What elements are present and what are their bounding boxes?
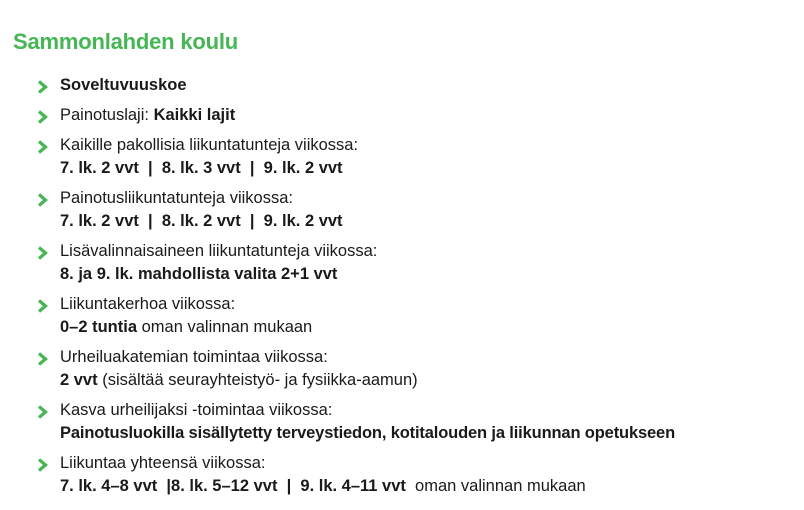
- chevron-right-icon: [37, 246, 49, 260]
- chevron-right-icon: [37, 458, 49, 472]
- list-item-liikuntakerho: [36, 293, 796, 339]
- chevron-right-icon: [37, 193, 49, 207]
- item-value: 7. lk. 4–8 vvt |8. lk. 5–12 vvt | 9. lk. 4–11 vvt: [60, 477, 406, 495]
- info-list: [36, 74, 796, 505]
- page-title: Sammonlahden koulu: [13, 29, 238, 54]
- item-label: Lisävalinnaisaineen liikuntatunteja viikossa:: [60, 242, 378, 260]
- item-value: 2 vvt: [60, 371, 98, 389]
- item-note: oman valinnan mukaan: [405, 477, 586, 495]
- chevron-right-icon: [37, 140, 49, 154]
- item-label: Painotuslaji:: [60, 106, 154, 124]
- item-label: Kasva urheilijaksi -toimintaa viikossa:: [60, 401, 333, 419]
- list-item-soveltuvuuskoe: [36, 74, 796, 97]
- list-item-lisavalinnainen: [36, 240, 796, 286]
- list-item-painotustunnit: [36, 187, 796, 233]
- chevron-right-icon: [37, 405, 49, 419]
- list-item-urheiluakatemia: [36, 346, 796, 392]
- list-item-pakolliset-tunnit: [36, 134, 796, 180]
- list-item-liikunta-yhteensa: [36, 452, 796, 498]
- chevron-right-icon: [37, 80, 49, 94]
- item-note: (sisältää seurayhteistyö- ja fysiikka-aamun): [97, 371, 418, 389]
- item-value: Soveltuvuuskoe: [60, 76, 187, 94]
- list-item-painotuslaji: [36, 104, 796, 127]
- item-value: 8. ja 9. lk. mahdollista valita 2+1 vvt: [60, 265, 338, 283]
- chevron-right-icon: [37, 299, 49, 313]
- item-label: Liikuntaa yhteensä viikossa:: [60, 454, 266, 472]
- item-label: Kaikille pakollisia liikuntatunteja viikossa:: [60, 136, 359, 154]
- chevron-right-icon: [37, 110, 49, 124]
- item-label: Liikuntakerhoa viikossa:: [60, 295, 236, 313]
- chevron-right-icon: [37, 352, 49, 366]
- item-label: Urheiluakatemian toimintaa viikossa:: [60, 348, 328, 366]
- item-value: 7. lk. 2 vvt | 8. lk. 2 vvt | 9. lk. 2 vvt: [60, 212, 343, 230]
- list-item-kasva-urheilijaksi: [36, 399, 796, 445]
- item-value: 0–2 tuntia: [60, 318, 138, 336]
- item-note: oman valinnan mukaan: [137, 318, 313, 336]
- item-value: 7. lk. 2 vvt | 8. lk. 3 vvt | 9. lk. 2 vvt: [60, 159, 343, 177]
- item-value: Kaikki lajit: [153, 106, 236, 124]
- item-value: Painotusluokilla sisällytetty terveystiedon, kotitalouden ja liikunnan opetukseen: [60, 424, 676, 442]
- item-label: Painotusliikuntatunteja viikossa:: [60, 189, 293, 207]
